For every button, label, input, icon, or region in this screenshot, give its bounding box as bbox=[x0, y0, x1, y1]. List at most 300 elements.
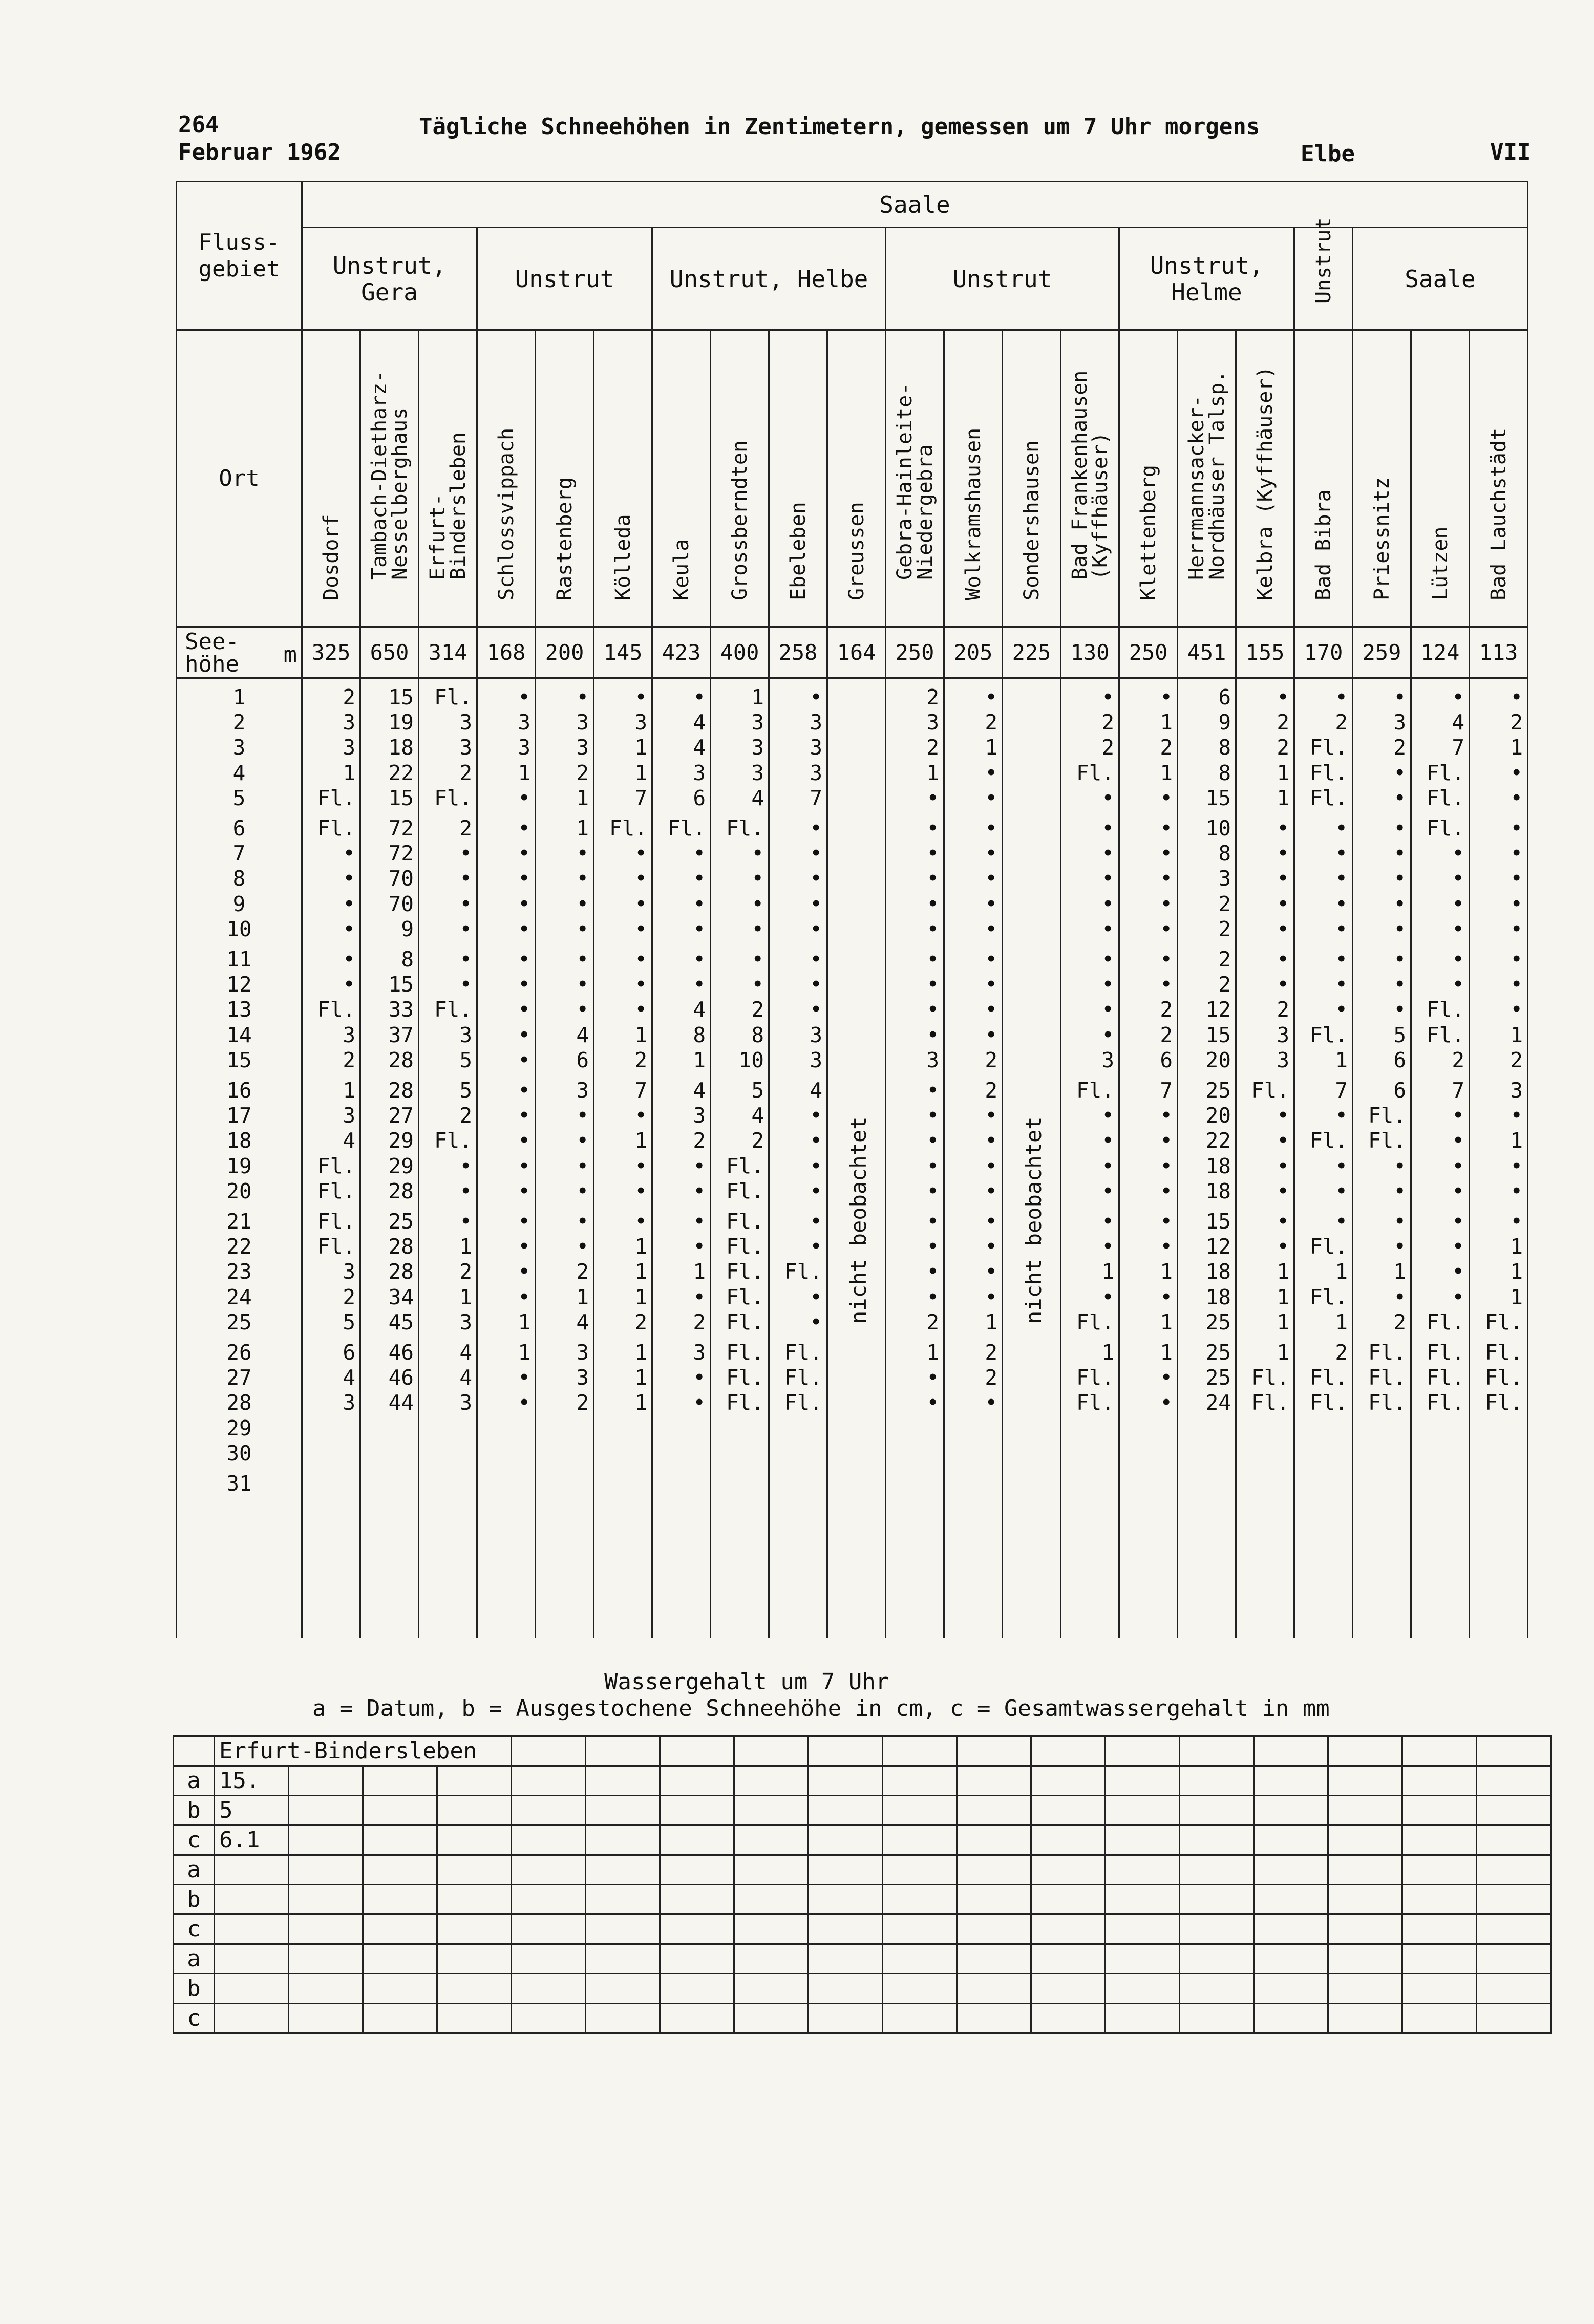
snow-depth-value: • bbox=[1510, 866, 1523, 891]
snow-depth-value: • bbox=[576, 947, 589, 972]
snow-depth-value: Fl. bbox=[1426, 1309, 1464, 1335]
snow-depth-value: 4 bbox=[1452, 710, 1464, 735]
water-empty-cell bbox=[1031, 1885, 1106, 1914]
snow-depth-value: 1 bbox=[926, 1340, 939, 1365]
water-empty-cell bbox=[1254, 1885, 1328, 1914]
snow-depth-value: • bbox=[576, 685, 589, 709]
snow-depth-value: • bbox=[985, 1284, 997, 1309]
snow-depth-value: • bbox=[1160, 891, 1173, 916]
water-empty-cell bbox=[1402, 1736, 1477, 1766]
snow-depth-value: Fl. bbox=[1309, 1128, 1348, 1153]
snow-depth-value: • bbox=[1277, 841, 1289, 866]
water-empty-cell bbox=[586, 1944, 660, 1974]
day-number: 14 bbox=[226, 1022, 252, 1047]
water-empty-cell bbox=[1328, 1914, 1402, 1944]
water-empty-cell bbox=[1106, 2004, 1180, 2033]
snow-depth-value: • bbox=[751, 891, 764, 916]
water-row-label: a bbox=[174, 1766, 215, 1796]
station-name-cell bbox=[419, 330, 477, 627]
snow-depth-value: 3 bbox=[751, 710, 764, 735]
snow-depth-value bbox=[303, 1416, 355, 1441]
snow-depth-value: 4 bbox=[459, 1340, 472, 1365]
water-corner bbox=[174, 1736, 215, 1766]
snow-depth-value: Fl. bbox=[1076, 1390, 1114, 1415]
snow-depth-value: • bbox=[1101, 1234, 1114, 1259]
snow-depth-value: 2 bbox=[576, 1259, 589, 1284]
seehoehe-label bbox=[177, 627, 302, 678]
snow-depth-value: • bbox=[518, 1365, 530, 1390]
snow-depth-value: 1 bbox=[1160, 1340, 1173, 1365]
water-empty-cell bbox=[734, 1914, 809, 1944]
snow-depth-value: • bbox=[1277, 1209, 1289, 1234]
snow-depth-value: • bbox=[1160, 1128, 1173, 1153]
water-empty-cell bbox=[883, 1736, 957, 1766]
station-name: Erfurt- Bindersleben bbox=[426, 432, 470, 580]
station-name-cell bbox=[769, 330, 827, 627]
snow-depth-value: • bbox=[810, 1209, 822, 1234]
snow-depth-value: 2 bbox=[634, 1309, 647, 1335]
snow-depth-value: 2 bbox=[926, 735, 939, 760]
station-values-column bbox=[769, 678, 827, 1638]
water-empty-cell bbox=[1477, 1885, 1551, 1914]
snow-depth-value: 2 bbox=[926, 1309, 939, 1335]
snow-depth-value: • bbox=[459, 1153, 472, 1178]
snow-depth-value: • bbox=[518, 947, 530, 972]
snow-depth-value: • bbox=[1101, 972, 1114, 997]
altitude-value: 200 bbox=[536, 627, 594, 678]
snow-depth-value: • bbox=[985, 760, 997, 785]
snow-depth-value: 2 bbox=[1393, 1309, 1406, 1335]
station-values-column bbox=[1353, 678, 1411, 1638]
day-number: 29 bbox=[226, 1415, 252, 1440]
snow-depth-value bbox=[1178, 1471, 1231, 1496]
volume-label: VII bbox=[1490, 139, 1531, 165]
snow-depth-value: • bbox=[1452, 1284, 1464, 1309]
snow-depth-value: • bbox=[1101, 1103, 1114, 1128]
snow-depth-value: • bbox=[810, 891, 822, 916]
water-empty-cell bbox=[883, 1944, 957, 1974]
snow-depth-value: • bbox=[1452, 1259, 1464, 1284]
snow-depth-value: 3 bbox=[693, 1340, 706, 1365]
water-empty-cell bbox=[1402, 1944, 1477, 1974]
snow-depth-value: • bbox=[693, 1178, 706, 1203]
altitude-value: 225 bbox=[1003, 627, 1061, 678]
snow-depth-value: 34 bbox=[388, 1284, 414, 1309]
snow-depth-value bbox=[770, 1441, 822, 1466]
snow-depth-value: • bbox=[1277, 1128, 1289, 1153]
water-empty-cell bbox=[512, 1766, 586, 1796]
snow-depth-value: • bbox=[576, 1209, 589, 1234]
snow-depth-value: 3 bbox=[459, 1309, 472, 1335]
snow-depth-value: 2 bbox=[693, 1309, 706, 1335]
snow-depth-value: 7 bbox=[634, 785, 647, 810]
snow-depth-value: • bbox=[634, 1103, 647, 1128]
snow-depth-value: • bbox=[1160, 685, 1173, 709]
snow-depth-value bbox=[419, 1416, 472, 1441]
basin-label: Elbe bbox=[1301, 141, 1355, 167]
snow-depth-value: • bbox=[518, 785, 530, 810]
station-name: Priessnitz bbox=[1370, 477, 1394, 600]
water-empty-cell bbox=[883, 1974, 957, 2004]
snow-depth-value: • bbox=[1101, 785, 1114, 810]
snow-depth-value: • bbox=[985, 685, 997, 709]
snow-depth-value: • bbox=[576, 891, 589, 916]
station-name-cell bbox=[1353, 330, 1411, 627]
snow-depth-value: 29 bbox=[388, 1153, 414, 1178]
water-empty-cell bbox=[1180, 1974, 1254, 2004]
snow-depth-value: 3 bbox=[576, 1340, 589, 1365]
snow-depth-value: 2 bbox=[1277, 735, 1289, 760]
snow-depth-value: 3 bbox=[343, 1022, 355, 1047]
water-empty-cell bbox=[437, 2004, 512, 2033]
snow-depth-value: • bbox=[693, 1284, 706, 1309]
station-name-cell bbox=[1470, 330, 1528, 627]
snow-depth-value: Fl. bbox=[784, 1259, 822, 1284]
day-number: 26 bbox=[226, 1340, 252, 1365]
water-empty-cell bbox=[1402, 1766, 1477, 1796]
snow-depth-value: Fl. bbox=[1309, 1365, 1348, 1390]
snow-depth-value: • bbox=[810, 1128, 822, 1153]
station-values-column bbox=[1003, 678, 1061, 1638]
station-name: Klettenberg bbox=[1136, 465, 1160, 600]
snow-depth-value: 12 bbox=[1205, 1234, 1231, 1259]
snow-depth-value: 18 bbox=[388, 735, 414, 760]
snow-depth-value: Fl. bbox=[1251, 1078, 1289, 1103]
water-value-cell: 15. bbox=[215, 1766, 289, 1796]
snow-depth-value: • bbox=[518, 1022, 530, 1047]
snow-depth-value: 1 bbox=[1101, 1340, 1114, 1365]
snow-depth-value: Fl. bbox=[784, 1365, 822, 1390]
water-station-name: Erfurt-Bindersleben bbox=[215, 1736, 512, 1766]
altitude-value: 258 bbox=[769, 627, 827, 678]
water-empty-cell bbox=[1477, 1796, 1551, 1825]
snow-depth-value: • bbox=[1101, 1128, 1114, 1153]
snow-depth-value: • bbox=[1510, 997, 1523, 1022]
snow-depth-value: 1 bbox=[634, 1234, 647, 1259]
snow-depth-value: 7 bbox=[810, 785, 822, 810]
station-values-column bbox=[886, 678, 944, 1638]
snow-depth-value: • bbox=[634, 972, 647, 997]
snow-depth-value: • bbox=[1160, 866, 1173, 891]
snow-depth-value: Fl. bbox=[317, 1178, 355, 1203]
altitude-value: 325 bbox=[302, 627, 360, 678]
snow-depth-value: • bbox=[1160, 1390, 1173, 1415]
snow-depth-value: 18 bbox=[1205, 1153, 1231, 1178]
snow-depth-value: • bbox=[693, 916, 706, 941]
day-number: 16 bbox=[226, 1078, 252, 1103]
snow-depth-value: 44 bbox=[388, 1390, 414, 1415]
snow-depth-value: • bbox=[1101, 1153, 1114, 1178]
snow-depth-value: • bbox=[1452, 1178, 1464, 1203]
snow-depth-value: • bbox=[751, 947, 764, 972]
snow-depth-value: • bbox=[1335, 997, 1348, 1022]
snow-depth-value: • bbox=[1160, 1209, 1173, 1234]
page-title: Tägliche Schneehöhen in Zentimetern, gemessen um 7 Uhr morgens bbox=[419, 114, 1260, 140]
snow-depth-value: • bbox=[1160, 1365, 1173, 1390]
station-values-column bbox=[1236, 678, 1294, 1638]
snow-depth-value: • bbox=[576, 1178, 589, 1203]
snow-depth-value bbox=[594, 1416, 647, 1441]
snow-depth-value bbox=[1412, 1441, 1464, 1466]
water-empty-cell bbox=[1402, 1796, 1477, 1825]
snow-depth-value: 1 bbox=[634, 1365, 647, 1390]
snow-depth-value: 3 bbox=[1277, 1047, 1289, 1072]
snow-depth-value: • bbox=[518, 1284, 530, 1309]
day-number: 11 bbox=[226, 947, 252, 972]
snow-depth-value: 2 bbox=[576, 1390, 589, 1415]
snow-depth-value: • bbox=[1160, 1284, 1173, 1309]
water-empty-cell bbox=[1180, 1855, 1254, 1885]
snow-depth-value: • bbox=[1335, 866, 1348, 891]
snow-depth-value: 24 bbox=[1205, 1390, 1231, 1415]
day-number: 13 bbox=[226, 997, 252, 1022]
water-empty-cell bbox=[1106, 1825, 1180, 1855]
snow-depth-value: • bbox=[1277, 916, 1289, 941]
snow-depth-value: 1 bbox=[576, 785, 589, 810]
snow-depth-value: 25 bbox=[388, 1209, 414, 1234]
water-row-label: b bbox=[174, 1796, 215, 1825]
snow-depth-value: 5 bbox=[459, 1078, 472, 1103]
snow-depth-value: 18 bbox=[1205, 1284, 1231, 1309]
snow-depth-value: 1 bbox=[634, 1284, 647, 1309]
water-row-label: b bbox=[174, 1974, 215, 2004]
snow-depth-value: 1 bbox=[985, 735, 997, 760]
snow-depth-value: • bbox=[693, 685, 706, 709]
water-empty-cell bbox=[437, 1766, 512, 1796]
altitude-value: 250 bbox=[1119, 627, 1178, 678]
snow-depth-value: Fl. bbox=[317, 1209, 355, 1234]
snow-depth-value: 3 bbox=[810, 760, 822, 785]
snow-depth-value: • bbox=[810, 1103, 822, 1128]
snow-depth-value: • bbox=[518, 972, 530, 997]
water-empty-cell bbox=[734, 1796, 809, 1825]
snow-depth-value: • bbox=[1393, 1209, 1406, 1234]
snow-depth-value: • bbox=[1393, 1153, 1406, 1178]
water-empty-cell bbox=[1031, 1736, 1106, 1766]
snow-depth-value: • bbox=[1452, 1128, 1464, 1153]
snow-depth-value: 9 bbox=[401, 916, 414, 941]
snow-depth-value: • bbox=[459, 947, 472, 972]
snow-depth-value: 2 bbox=[751, 1128, 764, 1153]
snow-depth-value: 1 bbox=[1510, 1284, 1523, 1309]
altitude-value: 205 bbox=[944, 627, 1003, 678]
snow-depth-value: • bbox=[518, 841, 530, 866]
water-empty-cell bbox=[1254, 1855, 1328, 1885]
snow-depth-value: • bbox=[985, 1103, 997, 1128]
snow-depth-value: • bbox=[1510, 785, 1523, 810]
water-empty-cell bbox=[1328, 1766, 1402, 1796]
snow-depth-value: • bbox=[926, 1209, 939, 1234]
snow-depth-value: 1 bbox=[576, 1284, 589, 1309]
snow-depth-value bbox=[711, 1471, 764, 1496]
snow-depth-value: • bbox=[1335, 916, 1348, 941]
water-empty-cell bbox=[809, 1974, 883, 2004]
snow-depth-value bbox=[711, 1441, 764, 1466]
snow-depth-value: Fl. bbox=[1076, 760, 1114, 785]
snow-depth-value bbox=[1120, 1471, 1173, 1496]
water-empty-cell bbox=[809, 1855, 883, 1885]
snow-depth-value: • bbox=[1160, 1234, 1173, 1259]
snow-depth-value: • bbox=[985, 1390, 997, 1415]
snow-depth-value: • bbox=[751, 841, 764, 866]
snow-depth-value: 1 bbox=[693, 1047, 706, 1072]
snow-depth-value: • bbox=[518, 1128, 530, 1153]
water-empty-cell bbox=[957, 1825, 1031, 1855]
snow-depth-value: • bbox=[576, 1153, 589, 1178]
snow-depth-value: • bbox=[1452, 841, 1464, 866]
water-empty-cell bbox=[809, 2004, 883, 2033]
water-empty-cell bbox=[1031, 1855, 1106, 1885]
snow-depth-value bbox=[1061, 1441, 1114, 1466]
snow-depth-value: • bbox=[1452, 866, 1464, 891]
snow-depth-value: Fl. bbox=[1368, 1365, 1406, 1390]
snow-depth-value: Fl. bbox=[784, 1390, 822, 1415]
snow-depth-value: • bbox=[985, 1153, 997, 1178]
water-empty-cell bbox=[1254, 1944, 1328, 1974]
water-empty-cell bbox=[1254, 1825, 1328, 1855]
water-empty-cell bbox=[586, 1974, 660, 2004]
water-empty-cell bbox=[586, 2004, 660, 2033]
snow-depth-value: • bbox=[1277, 1153, 1289, 1178]
water-empty-cell bbox=[1031, 1766, 1106, 1796]
snow-depth-value bbox=[478, 1471, 530, 1496]
snow-depth-value: • bbox=[1452, 891, 1464, 916]
water-empty-cell bbox=[1477, 1825, 1551, 1855]
day-number: 19 bbox=[226, 1153, 252, 1178]
snow-depth-value: • bbox=[1393, 1284, 1406, 1309]
snow-depth-value: 3 bbox=[343, 1390, 355, 1415]
water-empty-cell bbox=[883, 1825, 957, 1855]
snow-depth-value bbox=[536, 1441, 589, 1466]
water-value-cell bbox=[215, 1944, 289, 1974]
snow-depth-value: 8 bbox=[751, 1022, 764, 1047]
snow-depth-value: 12 bbox=[1205, 997, 1231, 1022]
snow-depth-value: • bbox=[985, 972, 997, 997]
snow-depth-value: 2 bbox=[1160, 997, 1173, 1022]
day-number: 9 bbox=[232, 891, 246, 916]
snow-depth-value: • bbox=[985, 1234, 997, 1259]
water-empty-cell bbox=[1031, 1825, 1106, 1855]
station-name-cell bbox=[1178, 330, 1236, 627]
snow-depth-value: • bbox=[1160, 841, 1173, 866]
water-empty-cell bbox=[1402, 1855, 1477, 1885]
station-name: Keula bbox=[669, 539, 693, 600]
snow-depth-value: Fl. bbox=[726, 1209, 764, 1234]
snow-depth-value: 3 bbox=[459, 1390, 472, 1415]
snow-depth-value: • bbox=[926, 972, 939, 997]
snow-depth-value: • bbox=[1452, 1209, 1464, 1234]
snow-depth-value: 1 bbox=[1277, 1309, 1289, 1335]
water-value-cell bbox=[215, 1914, 289, 1944]
water-empty-cell bbox=[512, 1914, 586, 1944]
snow-depth-value: 70 bbox=[388, 891, 414, 916]
snow-depth-value: • bbox=[1101, 1284, 1114, 1309]
snow-depth-value: Fl. bbox=[1076, 1365, 1114, 1390]
snow-depth-value: • bbox=[693, 1153, 706, 1178]
snow-depth-value: 2 bbox=[985, 1078, 997, 1103]
snow-depth-value: • bbox=[1510, 1103, 1523, 1128]
snow-depth-value: 1 bbox=[459, 1284, 472, 1309]
station-name-cell bbox=[1061, 330, 1119, 627]
snow-depth-value: • bbox=[985, 1128, 997, 1153]
snow-depth-value: • bbox=[985, 1259, 997, 1284]
snow-depth-value: • bbox=[1277, 947, 1289, 972]
station-name-cell bbox=[302, 330, 360, 627]
snow-depth-value: • bbox=[926, 866, 939, 891]
water-empty-cell bbox=[734, 1974, 809, 2004]
snow-depth-value: Fl. bbox=[1076, 1309, 1114, 1335]
snow-depth-value: • bbox=[1393, 947, 1406, 972]
snow-depth-value: • bbox=[518, 1047, 530, 1072]
altitude-value: 314 bbox=[419, 627, 477, 678]
snow-depth-value: 1 bbox=[1510, 1128, 1523, 1153]
snow-depth-value bbox=[1295, 1471, 1348, 1496]
snow-depth-value: 3 bbox=[926, 710, 939, 735]
day-number: 22 bbox=[226, 1234, 252, 1259]
water-empty-cell bbox=[586, 1796, 660, 1825]
snow-depth-value: • bbox=[1277, 972, 1289, 997]
snow-depth-value: 8 bbox=[693, 1022, 706, 1047]
snow-depth-value: 3 bbox=[1218, 866, 1231, 891]
water-empty-cell bbox=[1180, 1796, 1254, 1825]
water-value-cell bbox=[215, 1974, 289, 2004]
snow-depth-value: 2 bbox=[459, 1259, 472, 1284]
snow-depth-value: 1 bbox=[518, 1309, 530, 1335]
snow-depth-value: 2 bbox=[1160, 735, 1173, 760]
water-empty-cell bbox=[512, 1736, 586, 1766]
snow-depth-value: 1 bbox=[1277, 1259, 1289, 1284]
snow-depth-value bbox=[1412, 1471, 1464, 1496]
snow-depth-value bbox=[945, 1471, 997, 1496]
water-empty-cell bbox=[883, 1796, 957, 1825]
snow-depth-value: • bbox=[343, 916, 355, 941]
snow-depth-value: • bbox=[634, 841, 647, 866]
water-value-cell bbox=[215, 1885, 289, 1914]
snow-depth-value: 6 bbox=[1393, 1047, 1406, 1072]
station-name: Ebeleben bbox=[786, 502, 810, 600]
water-empty-cell bbox=[1031, 1974, 1106, 2004]
snow-depth-value: 70 bbox=[388, 866, 414, 891]
water-empty-cell bbox=[289, 1974, 363, 2004]
snow-depth-value: 15 bbox=[1205, 1022, 1231, 1047]
water-empty-cell bbox=[1180, 1766, 1254, 1796]
water-empty-cell bbox=[1254, 1914, 1328, 1944]
snow-depth-value: Fl. bbox=[1426, 816, 1464, 841]
snow-depth-value: • bbox=[1452, 1153, 1464, 1178]
snow-depth-value: • bbox=[1277, 1178, 1289, 1203]
water-empty-cell bbox=[1180, 2004, 1254, 2033]
water-value-cell bbox=[215, 2004, 289, 2033]
water-empty-cell bbox=[734, 1944, 809, 1974]
snow-depth-value: 6 bbox=[1218, 685, 1231, 709]
snow-depth-value: • bbox=[518, 1209, 530, 1234]
day-number: 2 bbox=[232, 710, 246, 735]
water-empty-cell bbox=[1180, 1944, 1254, 1974]
water-empty-cell bbox=[512, 2004, 586, 2033]
snow-depth-value: 2 bbox=[1510, 710, 1523, 735]
snow-depth-value: • bbox=[926, 1178, 939, 1203]
snow-depth-value: Fl. bbox=[726, 1390, 764, 1415]
water-empty-cell bbox=[363, 1796, 437, 1825]
water-value-cell: 6.1 bbox=[215, 1825, 289, 1855]
water-empty-cell bbox=[1180, 1914, 1254, 1944]
snow-depth-value: • bbox=[693, 1234, 706, 1259]
ort-label: Ort bbox=[177, 330, 302, 627]
snow-depth-value: 28 bbox=[388, 1178, 414, 1203]
snow-depth-value: • bbox=[1101, 1209, 1114, 1234]
water-empty-cell bbox=[437, 1885, 512, 1914]
snow-depth-value: Fl. bbox=[434, 785, 472, 810]
